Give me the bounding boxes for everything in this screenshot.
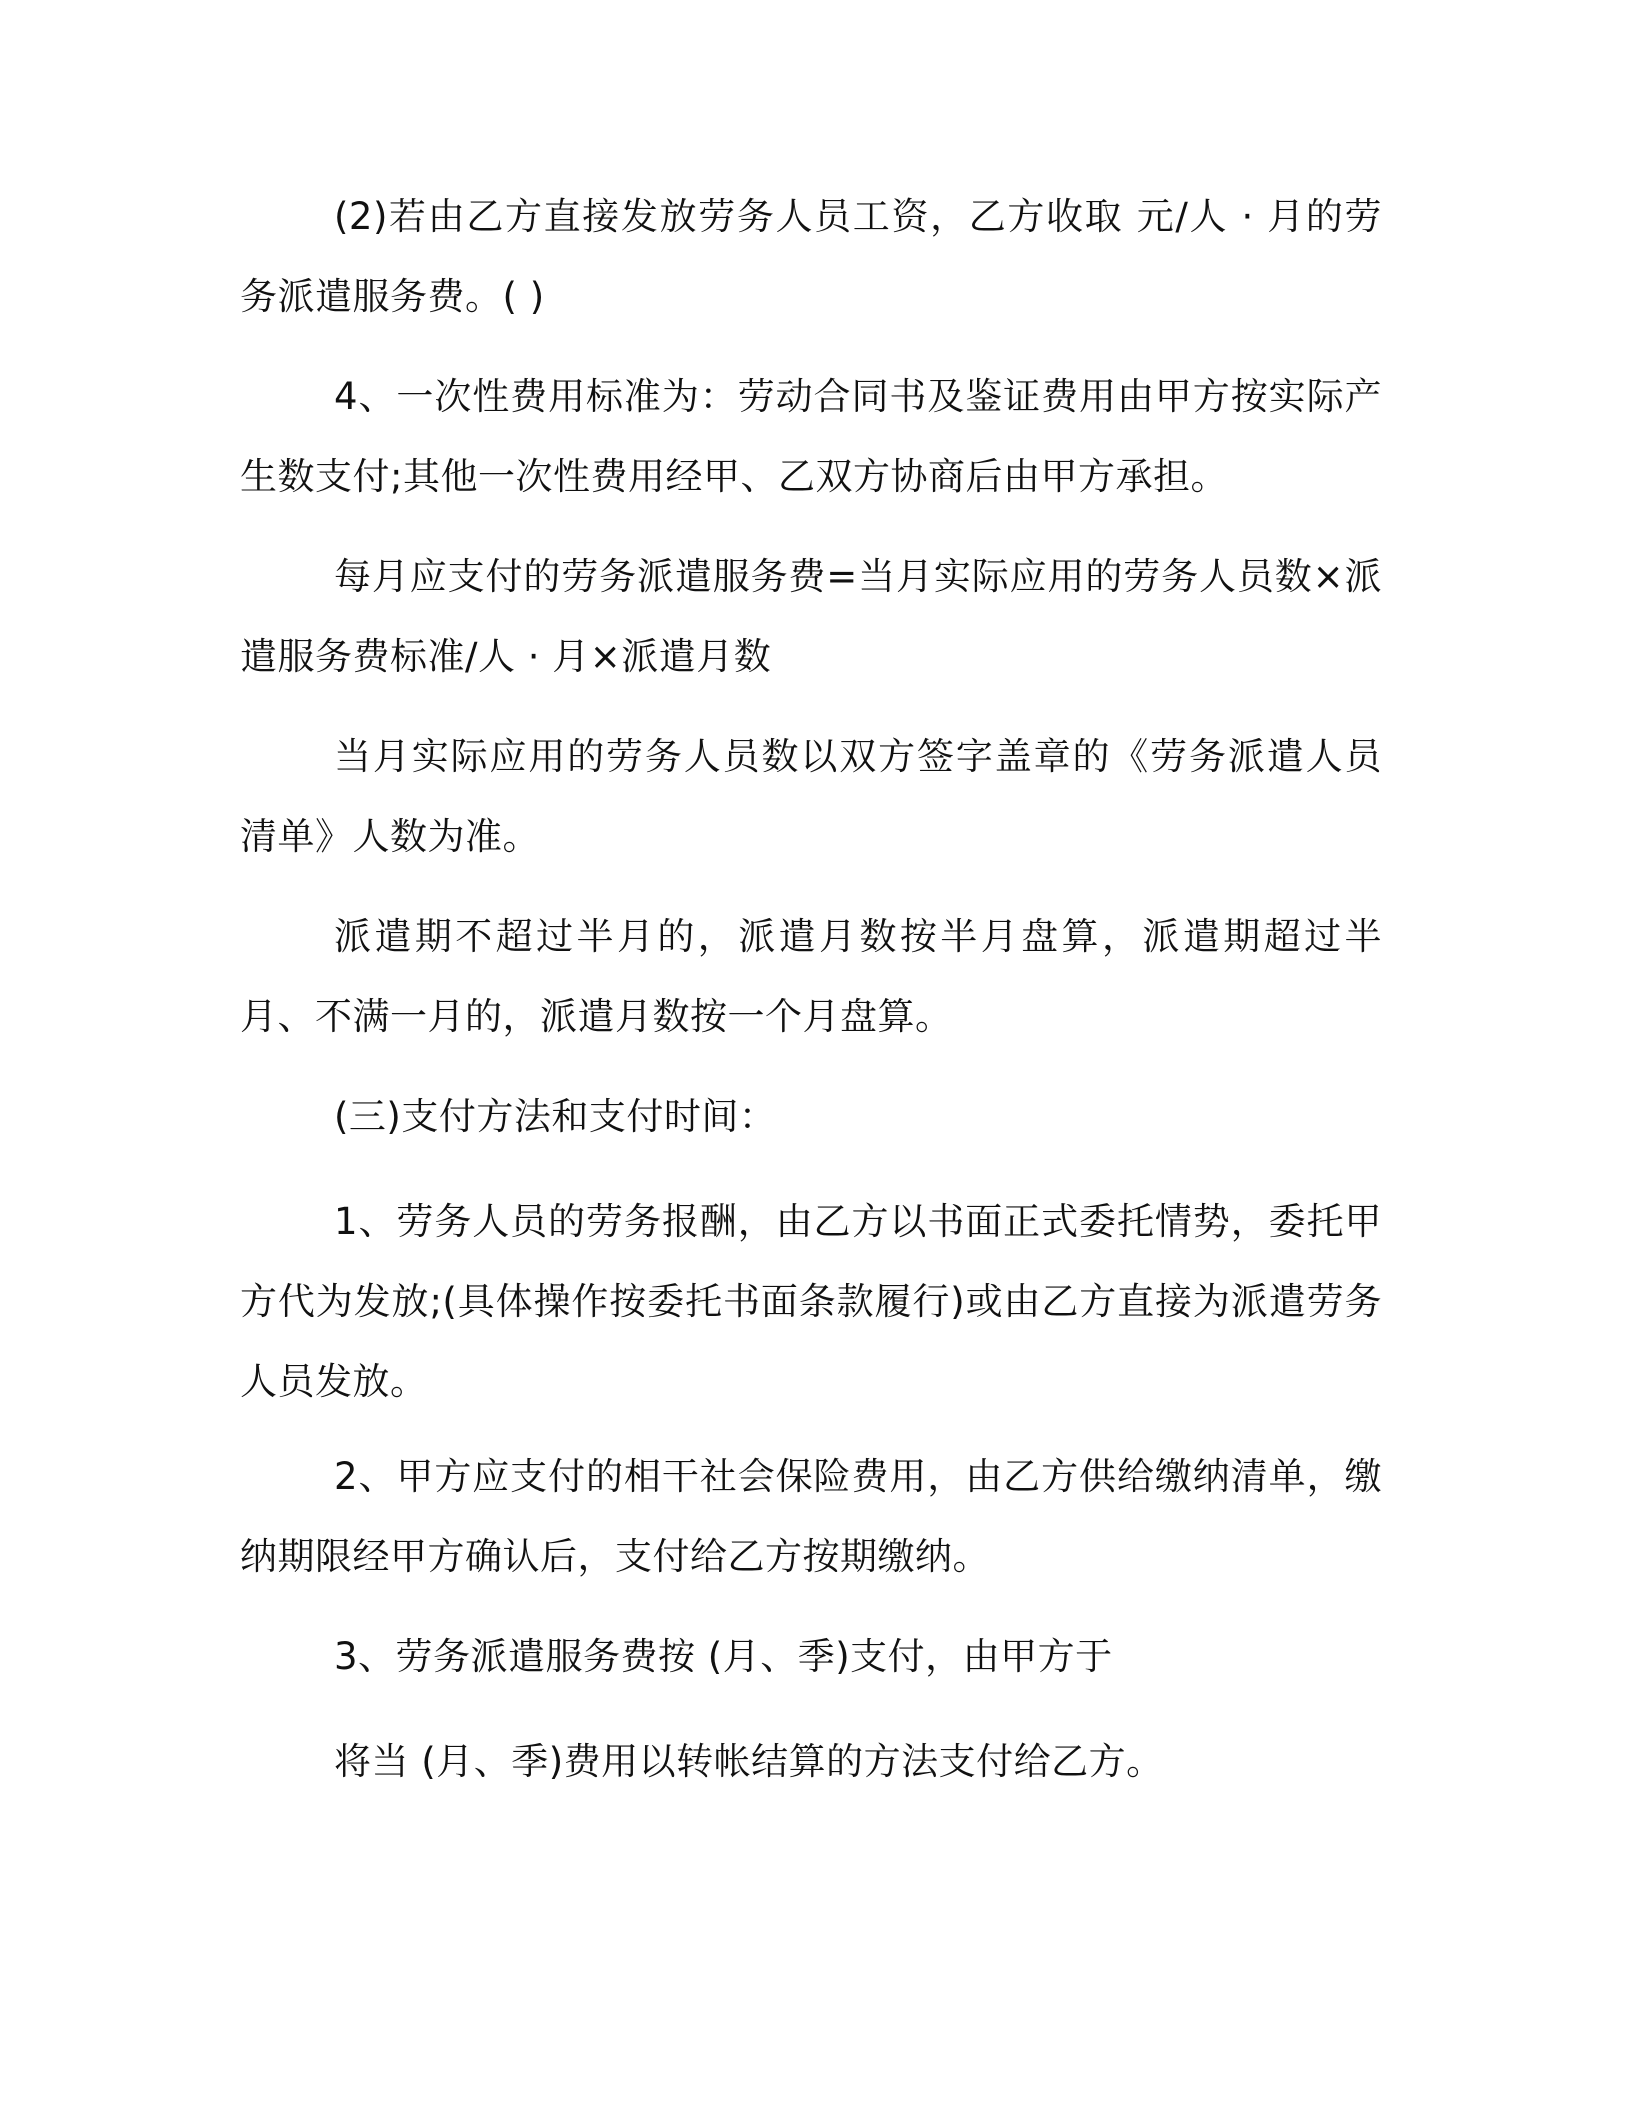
- paragraph-service-fee-schedule: 3、劳务派遣服务费按 (月、季)支付，由甲方于: [334, 1635, 1113, 1678]
- section-heading-payment-method: (三)支付方法和支付时间：: [334, 1095, 777, 1138]
- paragraph-service-fee-direct-pay: (2)若由乙方直接发放劳务人员工资，乙方收取 元/人 · 月的劳务派遣服务费。( ): [240, 195, 1382, 318]
- paragraph-personnel-count-basis: 当月实际应用的劳务人员数以双方签字盖章的《劳务派遣人员清单》人数为准。: [240, 735, 1382, 858]
- paragraph-remuneration-payment: 1、劳务人员的劳务报酬，由乙方以书面正式委托情势，委托甲方代为发放;(具体操作按委托书面条款履行)或由乙方直接为派遣劳务人员发放。: [240, 1200, 1382, 1403]
- paragraph-one-time-fee-standard: 4、一次性费用标准为：劳动合同书及鉴证费用由甲方按实际产生数支付;其他一次性费用经甲、乙双方协商后由甲方承担。: [240, 375, 1382, 498]
- paragraph-monthly-fee-formula: 每月应支付的劳务派遣服务费=当月实际应用的劳务人员数×派遣服务费标准/人 · 月×派遣月数: [240, 555, 1382, 678]
- paragraph-transfer-settlement: 将当 (月、季)费用以转帐结算的方法支付给乙方。: [334, 1740, 1164, 1783]
- paragraph-social-insurance: 2、甲方应支付的相干社会保险费用，由乙方供给缴纳清单，缴纳期限经甲方确认后，支付给乙方按期缴纳。: [240, 1455, 1382, 1578]
- paragraph-dispatch-month-calculation: 派遣期不超过半月的，派遣月数按半月盘算，派遣期超过半月、不满一月的，派遣月数按一个月盘算。: [240, 915, 1382, 1038]
